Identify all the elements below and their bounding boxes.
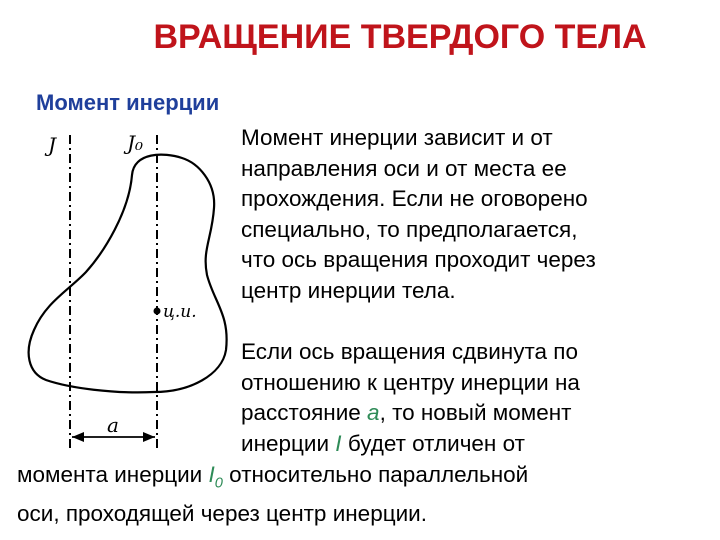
paragraph-continuation: [17, 460, 528, 530]
variable-a: a: [367, 400, 380, 426]
text-fragment: инерции: [241, 430, 336, 456]
text-line: направления оси и от места ее: [241, 155, 567, 181]
text-line: оси, проходящей через центр инерции.: [17, 501, 427, 527]
text-fragment: , то новый момент: [379, 400, 572, 426]
text-line: Если ось вращения сдвинута по: [241, 339, 578, 364]
text-line: что ось вращения проходит через: [241, 247, 596, 273]
distance-label: a: [107, 413, 119, 437]
body-outline: [29, 155, 227, 393]
axis-label-j: J: [48, 133, 57, 157]
text-fragment: будет отличен от: [341, 430, 525, 456]
center-dot: [154, 308, 161, 315]
slide-title: ВРАЩЕНИЕ ТВЕРДОГО ТЕЛА: [153, 18, 647, 56]
text-line: отношению к центру инерции на: [241, 369, 580, 395]
paragraph-shifted-axis: [241, 337, 580, 459]
text-line: [241, 398, 580, 429]
center-label: ц.и.: [163, 302, 197, 322]
variable-i0: I: [208, 462, 215, 487]
section-subtitle: Момент инерции: [36, 90, 220, 115]
text-line: центр инерции тела.: [241, 277, 456, 303]
text-fragment: расстояние: [241, 400, 368, 426]
paragraph-axis-direction: [241, 123, 596, 307]
arrowhead-left: [72, 432, 84, 442]
arrowhead-right: [143, 432, 155, 442]
text-line: специально, то предполагается,: [241, 216, 578, 242]
text-line: Момент инерции зависит и от: [241, 125, 553, 150]
text-line: [241, 429, 580, 460]
axis-label-j0: J₀: [127, 131, 144, 155]
rigid-body-figure: [14, 130, 244, 460]
variable-i: I: [335, 430, 342, 456]
text-line: прохождения. Если не оговорено: [241, 186, 588, 212]
text-line: [17, 460, 528, 499]
text-fragment: момента инерции: [17, 462, 209, 487]
variable-i0-subscript: 0: [214, 475, 223, 492]
text-fragment: относительно параллельной: [222, 462, 529, 487]
